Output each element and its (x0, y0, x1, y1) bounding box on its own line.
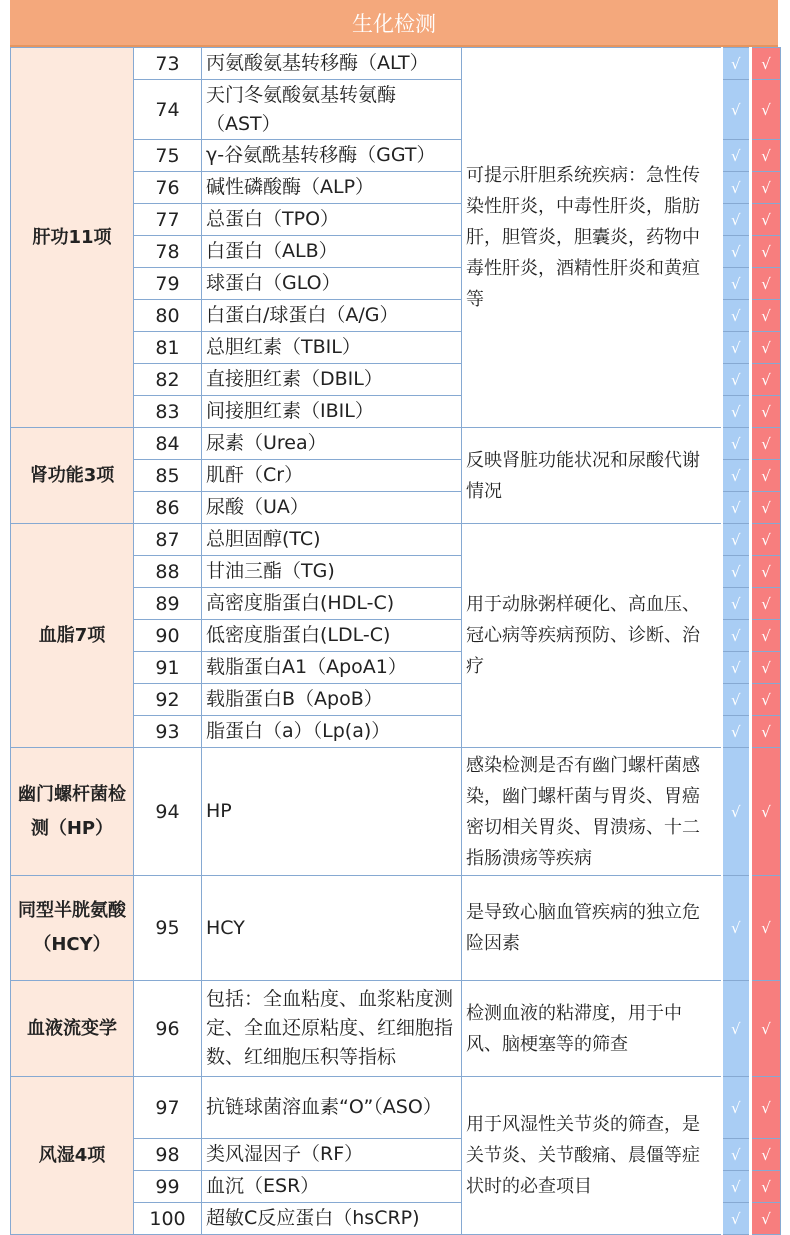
item-name: 载脂蛋白B（ApoB） (202, 684, 462, 716)
item-number: 74 (134, 80, 202, 140)
check-mark-red: √ (751, 620, 781, 652)
item-name: 间接胆红素（IBIL） (202, 396, 462, 428)
item-name: 碱性磷酸酶（ALP） (202, 172, 462, 204)
item-name: 天门冬氨酸氨基转氨酶（AST） (202, 80, 462, 140)
item-name: 总胆固醇(TC) (202, 524, 462, 556)
item-name: 球蛋白（GLO） (202, 268, 462, 300)
item-number: 91 (134, 652, 202, 684)
item-number: 79 (134, 268, 202, 300)
item-description (462, 876, 722, 981)
check-mark-red: √ (751, 48, 781, 80)
check-mark-red: √ (751, 364, 781, 396)
check-mark-red: √ (751, 428, 781, 460)
check-mark-red: √ (751, 652, 781, 684)
check-mark-red: √ (751, 172, 781, 204)
check-mark-red: √ (751, 1171, 781, 1203)
category-cell: 肾功能3项 (11, 428, 134, 524)
item-name: 类风湿因子（RF） (202, 1139, 462, 1171)
item-name: 脂蛋白（a）（Lp(a)） (202, 716, 462, 748)
item-number: 93 (134, 716, 202, 748)
category-cell: 肝功11项 (11, 48, 134, 428)
check-mark-blue: √ (722, 556, 751, 588)
check-mark-blue: √ (722, 204, 751, 236)
item-number: 98 (134, 1139, 202, 1171)
check-mark-blue: √ (722, 396, 751, 428)
check-mark-blue: √ (722, 981, 751, 1077)
item-number: 97 (134, 1077, 202, 1139)
item-name: 尿素（Urea） (202, 428, 462, 460)
item-number: 90 (134, 620, 202, 652)
item-description (462, 428, 722, 524)
item-description (462, 524, 722, 748)
item-number: 83 (134, 396, 202, 428)
check-mark-blue: √ (722, 140, 751, 172)
item-number: 78 (134, 236, 202, 268)
item-description (462, 48, 722, 428)
check-mark-blue: √ (722, 1139, 751, 1171)
item-name: 抗链球菌溶血素“O”（ASO） (202, 1077, 462, 1139)
check-mark-blue: √ (722, 588, 751, 620)
check-mark-red: √ (751, 556, 781, 588)
description-text: 可提示肝胆系统疾病：急性传染性肝炎，中毒性肝炎，脂肪肝，胆管炎，胆囊炎，药物中毒性肝炎，酒精性肝炎和黄疸等 (466, 165, 700, 310)
check-mark-blue: √ (722, 716, 751, 748)
item-description (462, 981, 722, 1077)
description-text: 感染检测是否有幽门螺杆菌感染，幽门螺杆菌与胃炎、胃癌密切相关胃炎、胃溃疡、十二指肠溃疡等疾病 (466, 754, 700, 869)
category-cell: 血脂7项 (11, 524, 134, 748)
check-mark-red: √ (751, 876, 781, 981)
check-mark-red: √ (751, 748, 781, 876)
item-name: 尿酸（UA） (202, 492, 462, 524)
section-title: 生化检测 (352, 11, 436, 36)
table-row (11, 981, 781, 1077)
check-mark-blue: √ (722, 524, 751, 556)
item-name: 总蛋白（TPO） (202, 204, 462, 236)
item-number: 80 (134, 300, 202, 332)
category-cell: 幽门螺杆菌检测（HP） (11, 748, 134, 876)
table-row (11, 748, 781, 876)
item-name: 高密度脂蛋白(HDL-C) (202, 588, 462, 620)
check-mark-red: √ (751, 716, 781, 748)
item-name: HP (202, 748, 462, 876)
item-number: 81 (134, 332, 202, 364)
item-name: 总胆红素（TBIL） (202, 332, 462, 364)
check-mark-blue: √ (722, 80, 751, 140)
check-mark-blue: √ (722, 172, 751, 204)
check-mark-red: √ (751, 492, 781, 524)
check-mark-red: √ (751, 204, 781, 236)
check-mark-blue: √ (722, 492, 751, 524)
description-text: 反映肾脏功能状况和尿酸代谢情况 (466, 449, 700, 502)
check-mark-blue: √ (722, 620, 751, 652)
check-mark-blue: √ (722, 268, 751, 300)
item-description (462, 748, 722, 876)
check-mark-red: √ (751, 140, 781, 172)
check-mark-blue: √ (722, 428, 751, 460)
item-number: 86 (134, 492, 202, 524)
category-cell: 同型半胱氨酸（HCY） (11, 876, 134, 981)
check-mark-blue: √ (722, 300, 751, 332)
check-mark-red: √ (751, 684, 781, 716)
table-row (11, 428, 781, 460)
item-number: 100 (134, 1203, 202, 1235)
table-row (11, 524, 781, 556)
item-name: 血沉（ESR） (202, 1171, 462, 1203)
item-name: γ-谷氨酰基转移酶（GGT） (202, 140, 462, 172)
description-text: 检测血液的粘滞度，用于中风、脑梗塞等的筛查 (466, 1002, 682, 1055)
table-row (11, 876, 781, 981)
check-mark-red: √ (751, 1139, 781, 1171)
description-text: 用于风湿性关节炎的筛查，是关节炎、关节酸痛、晨僵等症状时的必查项目 (466, 1114, 700, 1197)
check-mark-red: √ (751, 460, 781, 492)
check-mark-blue: √ (722, 876, 751, 981)
item-name: 包括：全血粘度、血浆粘度测定、全血还原粘度、红细胞指数、红细胞压积等指标 (202, 981, 462, 1077)
check-mark-red: √ (751, 80, 781, 140)
item-description (462, 1077, 722, 1235)
check-mark-red: √ (751, 300, 781, 332)
item-name: 肌酐（Cr） (202, 460, 462, 492)
item-name: HCY (202, 876, 462, 981)
item-number: 82 (134, 364, 202, 396)
description-text: 用于动脉粥样硬化、高血压、冠心病等疾病预防、诊断、治疗 (466, 594, 700, 677)
check-mark-blue: √ (722, 1171, 751, 1203)
check-mark-red: √ (751, 268, 781, 300)
item-name: 直接胆红素（DBIL） (202, 364, 462, 396)
item-number: 77 (134, 204, 202, 236)
check-mark-blue: √ (722, 748, 751, 876)
check-mark-red: √ (751, 396, 781, 428)
check-mark-red: √ (751, 236, 781, 268)
item-name: 白蛋白（ALB） (202, 236, 462, 268)
item-number: 84 (134, 428, 202, 460)
item-number: 94 (134, 748, 202, 876)
check-mark-red: √ (751, 1203, 781, 1235)
check-mark-blue: √ (722, 236, 751, 268)
check-mark-red: √ (751, 524, 781, 556)
biochemistry-table (10, 47, 781, 1235)
item-name: 超敏C反应蛋白（hsCRP) (202, 1203, 462, 1235)
check-mark-blue: √ (722, 460, 751, 492)
item-name: 低密度脂蛋白(LDL-C) (202, 620, 462, 652)
item-number: 88 (134, 556, 202, 588)
check-mark-blue: √ (722, 332, 751, 364)
item-number: 73 (134, 48, 202, 80)
table-row (11, 1077, 781, 1139)
check-mark-blue: √ (722, 652, 751, 684)
item-name: 白蛋白/球蛋白（A/G） (202, 300, 462, 332)
category-cell: 血液流变学 (11, 981, 134, 1077)
section-header (10, 0, 778, 47)
check-mark-blue: √ (722, 1203, 751, 1235)
check-mark-blue: √ (722, 48, 751, 80)
description-text: 是导致心脑血管疾病的独立危险因素 (466, 902, 700, 954)
check-mark-blue: √ (722, 684, 751, 716)
table-row (11, 48, 781, 80)
item-number: 96 (134, 981, 202, 1077)
category-cell: 风湿4项 (11, 1077, 134, 1235)
check-mark-red: √ (751, 1077, 781, 1139)
item-number: 87 (134, 524, 202, 556)
item-name: 丙氨酸氨基转移酶（ALT） (202, 48, 462, 80)
check-mark-blue: √ (722, 1077, 751, 1139)
check-mark-red: √ (751, 332, 781, 364)
item-number: 92 (134, 684, 202, 716)
check-mark-red: √ (751, 588, 781, 620)
item-number: 85 (134, 460, 202, 492)
item-number: 89 (134, 588, 202, 620)
item-name: 载脂蛋白A1（ApoA1） (202, 652, 462, 684)
check-mark-blue: √ (722, 364, 751, 396)
item-number: 95 (134, 876, 202, 981)
check-mark-red: √ (751, 981, 781, 1077)
item-number: 75 (134, 140, 202, 172)
item-number: 99 (134, 1171, 202, 1203)
item-number: 76 (134, 172, 202, 204)
item-name: 甘油三酯（TG) (202, 556, 462, 588)
